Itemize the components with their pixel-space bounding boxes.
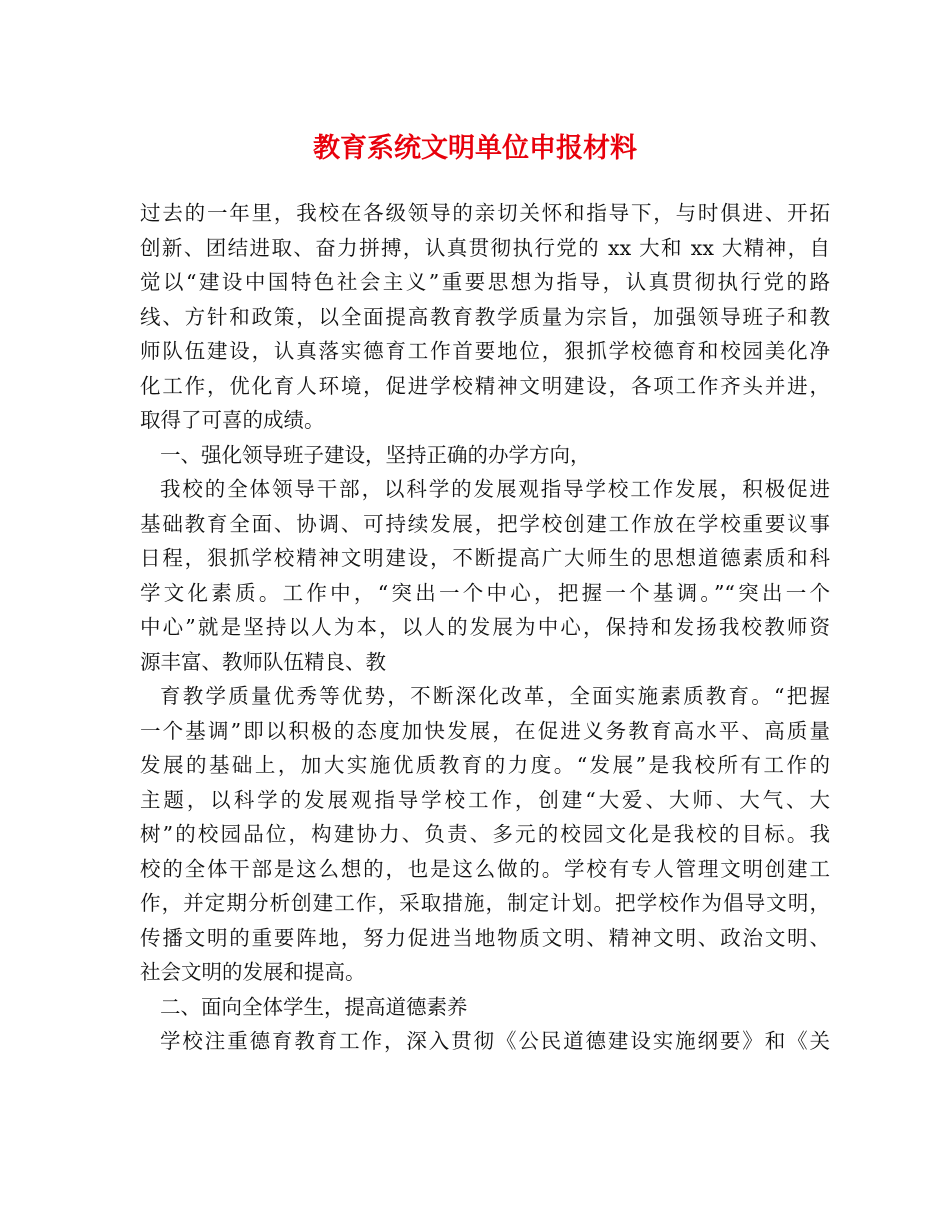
body-line: 觉以“建设中国特色社会主义”重要思想为指导，认真贯彻执行党的路	[140, 270, 830, 294]
body-line: 师队伍建设，认真落实德育工作首要地位，狠抓学校德育和校园美化净	[140, 339, 830, 363]
document-body	[140, 196, 830, 1059]
body-line: 取得了可喜的成绩。	[140, 408, 325, 432]
body-line: 过去的一年里，我校在各级领导的亲切关怀和指导下，与时俱进、开拓	[140, 201, 830, 225]
section-heading: 二、面向全体学生，提高道德素养	[160, 994, 468, 1019]
body-line: 学文化素质。工作中，“突出一个中心，把握一个基调。”“突出一个	[140, 580, 830, 605]
body-line: 源丰富、教师队伍精良、教	[140, 649, 386, 674]
body-line: 基础教育全面、协调、可持续发展，把学校创建工作放在学校重要议事	[140, 511, 830, 536]
body-line: 创新、团结进取、奋力拼搏，认真贯彻执行党的 xx 大和 xx 大精神，自	[140, 235, 830, 260]
body-line: 作，并定期分析创建工作，采取措施，制定计划。把学校作为倡导文明，	[140, 891, 830, 915]
body-line: 中心”就是坚持以人为本，以人的发展为中心，保持和发扬我校教师资	[140, 615, 830, 639]
body-line: 育教学质量优秀等优势，不断深化改革，全面实施素质教育。“把握	[160, 684, 830, 708]
document-title: 教育系统文明单位申报材料	[313, 133, 637, 164]
body-line: 日程，狠抓学校精神文明建设，不断提高广大师生的思想道德素质和科	[140, 546, 830, 570]
section-heading: 一、强化领导班子建设，坚持正确的办学方向，	[160, 442, 591, 467]
body-line: 主题，以科学的发展观指导学校工作，创建“大爱、大师、大气、大	[140, 787, 830, 812]
body-line: 社会文明的发展和提高。	[140, 960, 366, 984]
body-line: 线、方针和政策，以全面提高教育教学质量为宗旨，加强领导班子和教	[140, 304, 830, 329]
body-line: 一个基调”即以积极的态度加快发展，在促进义务教育高水平、高质量	[140, 718, 830, 743]
body-line: 化工作，优化育人环境，促进学校精神文明建设，各项工作齐头并进，	[140, 373, 830, 398]
body-line: 树”的校园品位，构建协力、负责、多元的校园文化是我校的目标。我	[140, 822, 830, 846]
body-line: 学校注重德育教育工作，深入贯彻《公民道德建设实施纲要》和《关	[160, 1029, 830, 1053]
body-line: 传播文明的重要阵地，努力促进当地物质文明、精神文明、政治文明、	[140, 925, 830, 950]
body-line: 我校的全体领导干部，以科学的发展观指导学校工作发展，积极促进	[160, 477, 830, 501]
body-line: 校的全体干部是这么想的，也是这么做的。学校有专人管理文明创建工	[140, 856, 830, 881]
body-line: 发展的基础上，加大实施优质教育的力度。“发展”是我校所有工作的	[140, 753, 830, 777]
